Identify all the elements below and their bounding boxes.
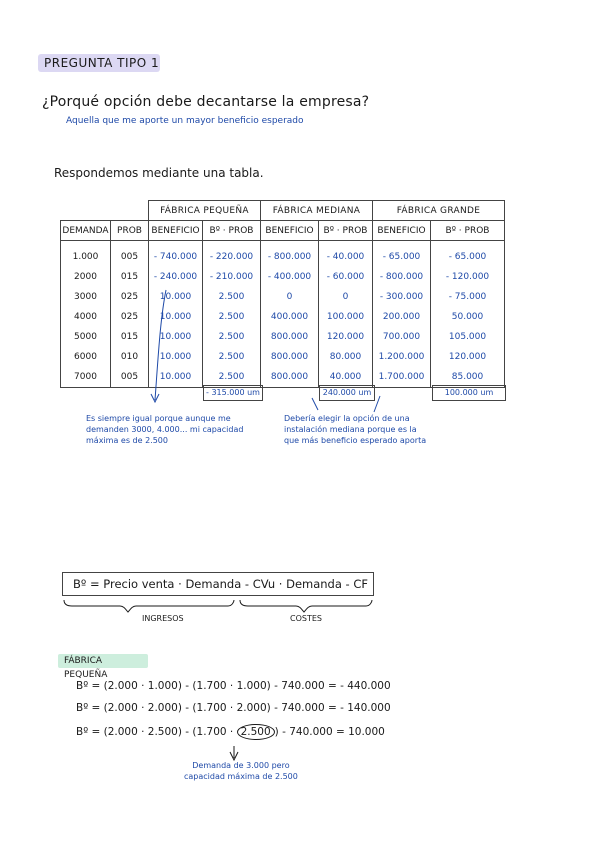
- column-header: DEMANDA: [61, 221, 111, 241]
- column-header: BENEFICIO: [261, 221, 319, 241]
- table-cell: 025: [120, 312, 139, 322]
- table-cell: 10.000: [159, 312, 192, 322]
- table-cell: - 220.000: [209, 252, 254, 262]
- column-header: Bº · PROB: [319, 221, 373, 241]
- table-cell: 120.000: [326, 332, 365, 342]
- note-right: Debería elegir la opción de una instalación mediana porque es la que más beneficio esperado aporta: [284, 414, 427, 445]
- table-cell: 100.000: [326, 312, 365, 322]
- table-cell: 2.500: [218, 312, 245, 322]
- circled-value: 2.500: [237, 724, 275, 740]
- table-cell: 5000: [74, 332, 97, 342]
- column-header: Bº · PROB: [431, 221, 505, 241]
- table-cell: 6000: [74, 352, 97, 362]
- note-left: Es siempre igual porque aunque me demanden 3000, 4.000... mi capacidad máxima es de 2.500: [86, 414, 244, 445]
- table-cell: 800.000: [270, 332, 309, 342]
- table-cell: - 800.000: [379, 272, 424, 282]
- table-cell: - 65.000: [448, 252, 487, 262]
- table-cell: 015: [120, 332, 139, 342]
- group-header-pequena: FÁBRICA PEQUEÑA: [149, 201, 261, 221]
- table-cell: 10.000: [159, 292, 192, 302]
- table-cell: 400.000: [270, 312, 309, 322]
- table-cell: 10.000: [159, 372, 192, 382]
- table-cell: - 60.000: [326, 272, 365, 282]
- table-cell: 2000: [74, 272, 97, 282]
- table-cell: 2.500: [218, 352, 245, 362]
- costes-label: COSTES: [290, 614, 322, 623]
- table-cell: 200.000: [382, 312, 421, 322]
- benefit-formula: Bº = Precio venta · Demanda - CVu · Demanda - CF: [62, 572, 374, 596]
- table-cell: - 210.000: [209, 272, 254, 282]
- table-cell: 10.000: [159, 352, 192, 362]
- table-cell: - 300.000: [379, 292, 424, 302]
- table-cell: 1.200.000: [378, 352, 425, 362]
- table-cell: 105.000: [448, 332, 487, 342]
- table-cell: 80.000: [329, 352, 362, 362]
- page-title: PREGUNTA TIPO 1: [38, 54, 160, 72]
- ingresos-label: INGRESOS: [142, 614, 184, 623]
- table-cell: - 75.000: [448, 292, 487, 302]
- table-cell: - 800.000: [267, 252, 312, 262]
- total-pequena: - 315.000 um: [203, 385, 263, 401]
- table-cell: 2.500: [218, 372, 245, 382]
- equation-3: Bº = (2.000 · 2.500) - (1.700 · 2.500 ) - 740.000 = 10.000: [76, 726, 385, 738]
- table-cell: 015: [120, 272, 139, 282]
- group-header-grande: FÁBRICA GRANDE: [373, 201, 505, 221]
- table-cell: 1.700.000: [378, 372, 425, 382]
- bottom-note: Demanda de 3.000 pero capacidad máxima de 2.500: [184, 761, 298, 781]
- table-cell: - 40.000: [326, 252, 365, 262]
- table-cell: 1.000: [72, 252, 99, 262]
- section-title: FÁBRICA PEQUEÑA: [58, 654, 148, 668]
- table-cell: 50.000: [451, 312, 484, 322]
- table-cell: 700.000: [382, 332, 421, 342]
- table-cell: 025: [120, 292, 139, 302]
- table-cell: 0: [286, 292, 293, 302]
- equation-1: Bº = (2.000 · 1.000) - (1.700 · 1.000) - 740.000 = - 440.000: [76, 680, 391, 692]
- total-mediana: 240.000 um: [319, 385, 375, 401]
- column-header: BENEFICIO: [373, 221, 431, 241]
- table-cell: 2.500: [218, 292, 245, 302]
- question: ¿Porqué opción debe decantarse la empresa?: [42, 94, 370, 110]
- total-grande: 100.000 um: [432, 385, 506, 401]
- table-cell: - 400.000: [267, 272, 312, 282]
- column-header: Bº · PROB: [203, 221, 261, 241]
- table-cell: - 240.000: [153, 272, 198, 282]
- table-cell: - 120.000: [445, 272, 490, 282]
- table-cell: 800.000: [270, 352, 309, 362]
- table-cell: 800.000: [270, 372, 309, 382]
- table-cell: 4000: [74, 312, 97, 322]
- table-cell: - 65.000: [382, 252, 421, 262]
- table-cell: - 740.000: [153, 252, 198, 262]
- equation-2: Bº = (2.000 · 2.000) - (1.700 · 2.000) - 740.000 = - 140.000: [76, 702, 391, 714]
- table-cell: 005: [120, 372, 139, 382]
- column-header: PROB: [111, 221, 149, 241]
- table-cell: 10.000: [159, 332, 192, 342]
- table-cell: 7000: [74, 372, 97, 382]
- table-cell: 2.500: [218, 332, 245, 342]
- column-header: BENEFICIO: [149, 221, 203, 241]
- table-cell: 005: [120, 252, 139, 262]
- intro-text: Respondemos mediante una tabla.: [54, 166, 264, 180]
- table-cell: 40.000: [329, 372, 362, 382]
- table-cell: 010: [120, 352, 139, 362]
- table-cell: 0: [342, 292, 349, 302]
- table-cell: 85.000: [451, 372, 484, 382]
- table-cell: 120.000: [448, 352, 487, 362]
- table-cell: 3000: [74, 292, 97, 302]
- group-header-mediana: FÁBRICA MEDIANA: [261, 201, 373, 221]
- answer: Aquella que me aporte un mayor beneficio esperado: [66, 116, 304, 126]
